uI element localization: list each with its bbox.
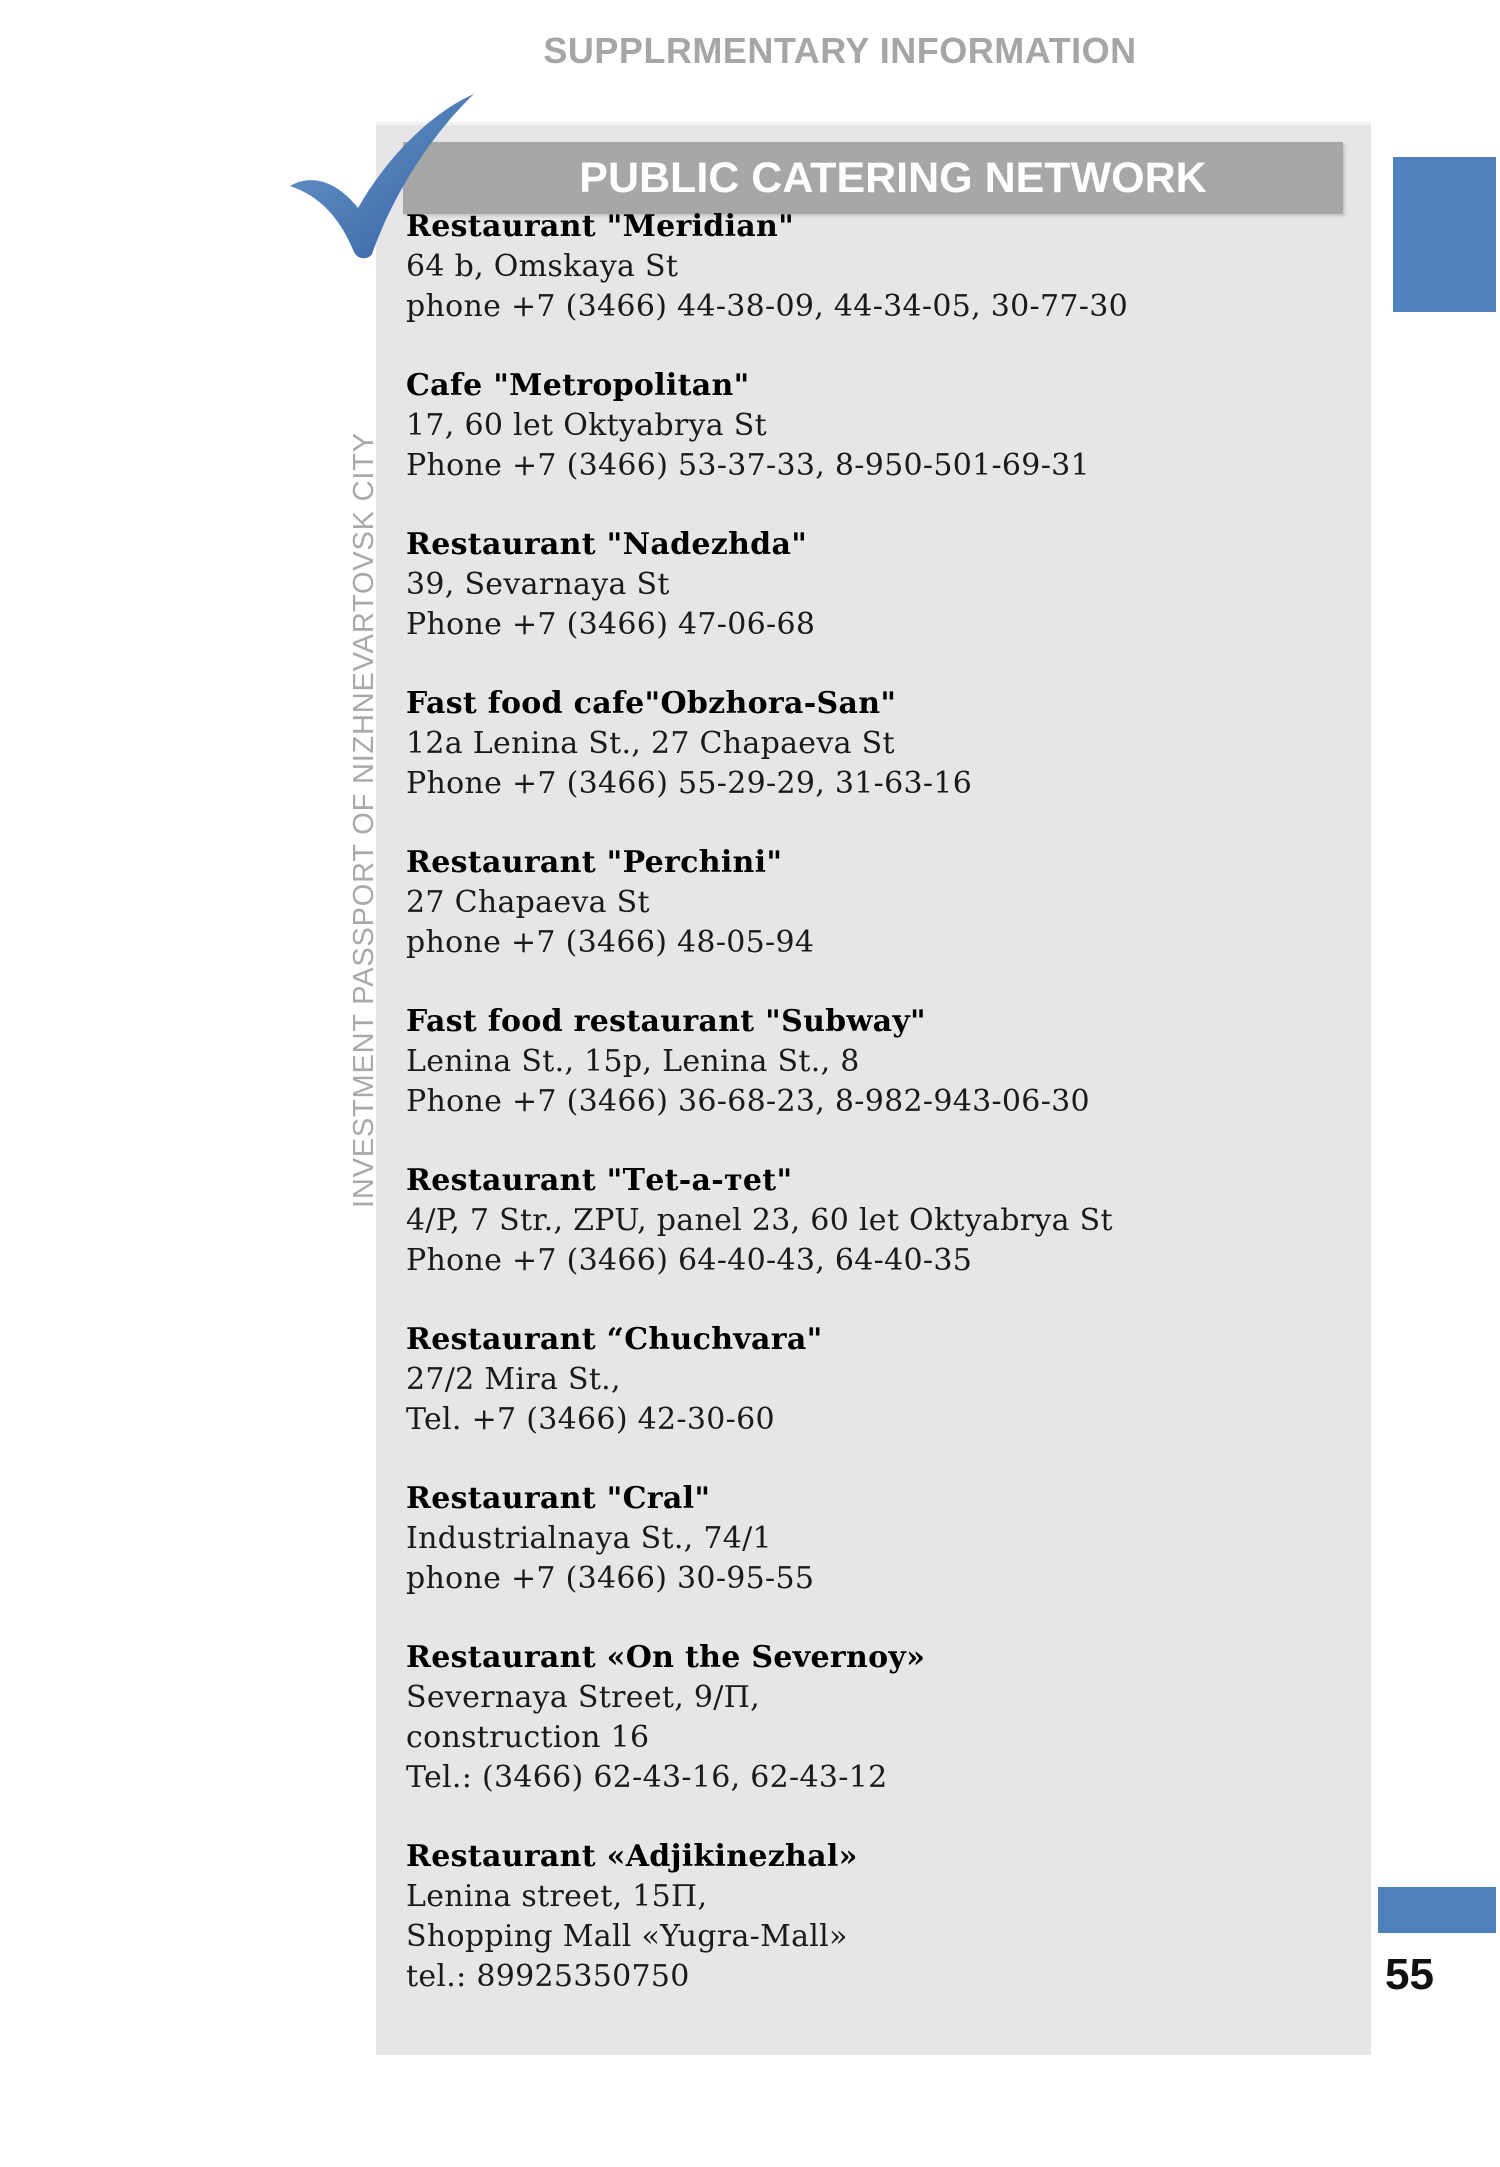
entry-detail: 17, 60 let Oktyabrya St	[406, 408, 767, 443]
entry-name: Restaurant "Perchini"	[406, 845, 783, 880]
list-item	[406, 1002, 1356, 1122]
entry-detail: Phone +7 (3466) 55-29-29, 31-63-16	[406, 766, 973, 801]
entry-detail: Phone +7 (3466) 53-37-33, 8-950-501-69-31	[406, 448, 1090, 483]
entry-detail: Phone +7 (3466) 64-40-43, 64-40-35	[406, 1243, 973, 1278]
list-item	[406, 684, 1356, 804]
entry-detail: Lenina St., 15p, Lenina St., 8	[406, 1044, 860, 1079]
list-item	[406, 366, 1356, 486]
list-item	[406, 1161, 1356, 1281]
section-title: PUBLIC CATERING NETWORK	[579, 154, 1207, 202]
entry-detail: phone +7 (3466) 48-05-94	[406, 925, 815, 960]
entry-detail: Phone +7 (3466) 36-68-23, 8-982-943-06-30	[406, 1084, 1090, 1119]
entry-detail: phone +7 (3466) 30-95-55	[406, 1561, 815, 1596]
page-number: 55	[1385, 1950, 1434, 1999]
entry-name: Restaurant "Тet-a-тet"	[406, 1163, 793, 1198]
list-item	[406, 1638, 1356, 1798]
entry-detail: 27/2 Mira St.,	[406, 1362, 621, 1397]
entry-detail: 39, Sevarnaya St	[406, 567, 670, 602]
page-header: SUPPLRMENTARY INFORMATION	[543, 30, 1137, 71]
entry-name: Cafe "Metropolitan"	[406, 368, 750, 403]
entry-name: Restaurant "Meridian"	[406, 209, 795, 244]
entry-name: Restaurant “Chuchvara"	[406, 1322, 823, 1357]
list-item	[406, 843, 1356, 963]
entry-detail: 12a Lenina St., 27 Chapaeva St	[406, 726, 895, 761]
entry-detail: Tel. +7 (3466) 42-30-60	[406, 1402, 775, 1437]
list-item	[406, 1320, 1356, 1440]
entry-name: Restaurant "Nadezhda"	[406, 527, 808, 562]
entry-name: Restaurant "Cral"	[406, 1481, 711, 1516]
entry-name: Restaurant «Adjikinezhal»	[406, 1839, 858, 1874]
entry-detail: Industrialnaya St., 74/1	[406, 1521, 772, 1556]
entry-detail: Lenina street, 15П,	[406, 1879, 708, 1914]
side-label: INVESTMENT PASSPORT OF NIZHNEVARTOVSK CITY	[348, 432, 380, 1208]
entry-detail: 64 b, Omskaya St	[406, 249, 679, 284]
catering-list	[406, 207, 1356, 2036]
entry-detail: Severnaya Street, 9/П,	[406, 1680, 761, 1715]
side-tab-bottom	[1378, 1887, 1496, 1933]
entry-detail: phone +7 (3466) 44-38-09, 44-34-05, 30-77-30	[406, 289, 1128, 324]
side-tab-top	[1393, 157, 1496, 312]
entry-name: Fast food cafe"Obzhora-San"	[406, 686, 897, 721]
entry-name: Restaurant «On the Severnoy»	[406, 1640, 926, 1675]
entry-detail: Phone +7 (3466) 47-06-68	[406, 607, 816, 642]
entry-detail: 27 Chapaeva St	[406, 885, 650, 920]
entry-detail: 4/P, 7 Str., ZPU, panel 23, 60 let Oktyabrya St	[406, 1203, 1113, 1238]
list-item	[406, 1837, 1356, 1997]
entry-detail: tel.: 89925350750	[406, 1959, 690, 1994]
list-item	[406, 525, 1356, 645]
entry-detail: Shopping Mall «Yugra-Mall»	[406, 1919, 848, 1954]
list-item	[406, 207, 1356, 327]
entry-name: Fast food restaurant "Subway"	[406, 1004, 926, 1039]
entry-detail: Tel.: (3466) 62-43-16, 62-43-12	[406, 1760, 888, 1795]
section-title-bar	[403, 142, 1343, 214]
list-item	[406, 1479, 1356, 1599]
entry-detail: construction 16	[406, 1720, 650, 1755]
